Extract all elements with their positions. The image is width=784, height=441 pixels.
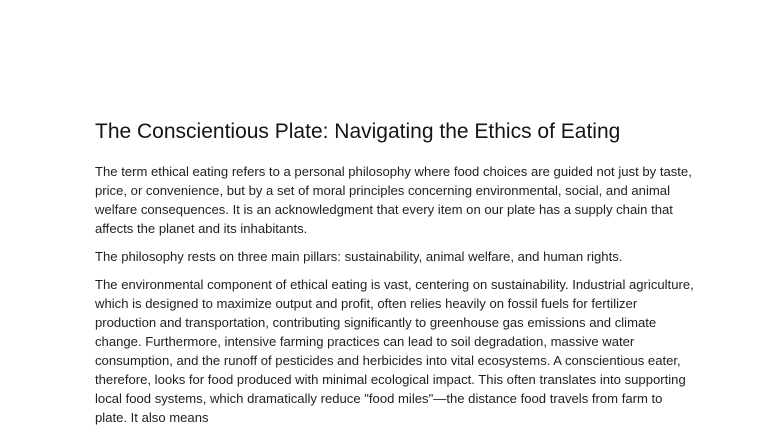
document-body [95, 118, 695, 427]
paragraph-environment: The environmental component of ethical eating is vast, centering on sustainability. Industrial agriculture, which is designed to maximize output and profit, often relies heavily on fossil fuels for fertilizer production and transportation, contributing significantly to greenhouse gas emissions and climate change. Furthermore, intensive farming practices can lead to soil degradation, massive water consumption, and the runoff of pesticides and herbicides into vital ecosystems. A conscientious eater, therefore, looks for food produced with minimal ecological impact. This often translates into supporting local food systems, which dramatically reduce "food miles"—the distance food travels from farm to plate. It also means [95, 277, 694, 425]
paragraph-intro: The term ethical eating refers to a personal philosophy where food choices are guided not just by taste, price, or convenience, but by a set of moral principles concerning environmental, social, and animal welfare consequences. It is an acknowledgment that every item on our plate has a supply chain that affects the planet and its inhabitants. [95, 164, 692, 236]
paragraph-pillars: The philosophy rests on three main pillars: sustainability, animal welfare, and human rights. [95, 249, 623, 264]
document-title: The Conscientious Plate: Navigating the Ethics of Eating [95, 120, 621, 143]
